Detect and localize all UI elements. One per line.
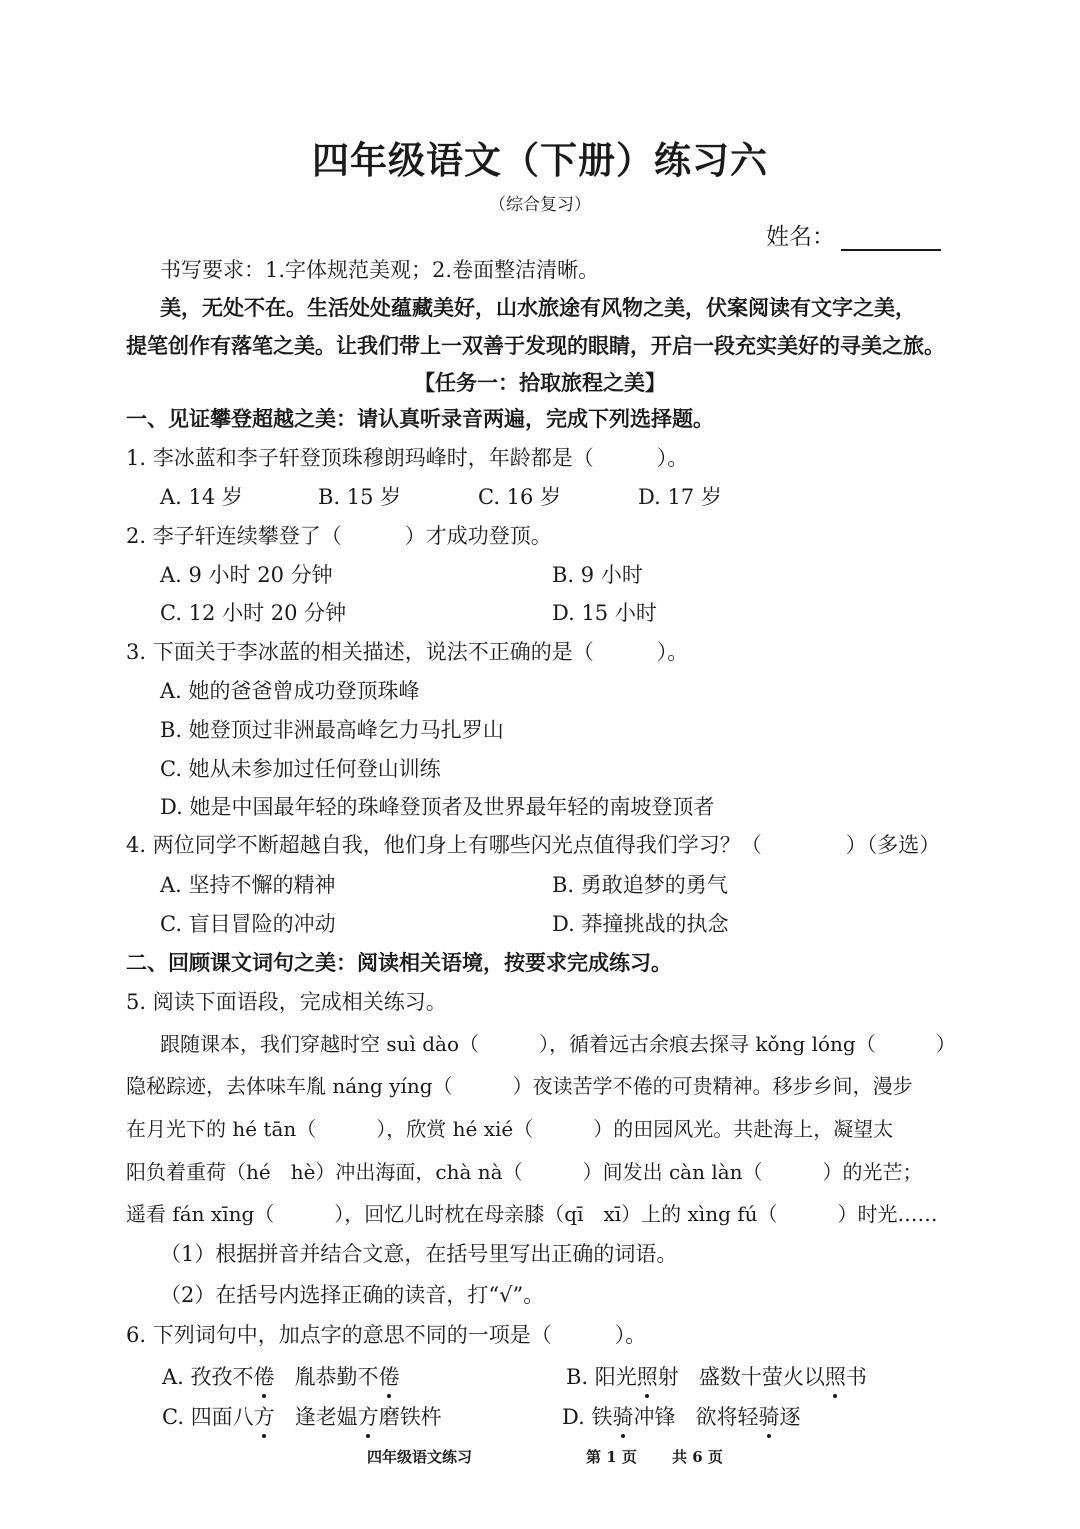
q1-option-a: A. 14 岁 (160, 485, 243, 509)
passage-line-1: 跟随课本，我们穿越时空 suì dào（ ），循着远古余痕去探寻 kǒng lóng（ ） (160, 1032, 956, 1056)
q6-option-a-label: A. (162, 1365, 184, 1389)
footer-total-pages: 共 6 页 (672, 1448, 723, 1466)
q6-b-word-1-suffix: 射 (657, 1365, 679, 1389)
footer-page-number: 第 1 页 (586, 1448, 637, 1466)
q6-d-word-1-prefix: 铁 (591, 1405, 613, 1429)
question-3-stem: 3. 下面关于李冰蓝的相关描述，说法不正确的是（ ）。 (126, 640, 689, 664)
q4-option-c: C. 盲目冒险的冲动 (160, 912, 336, 936)
q1-option-d: D. 17 岁 (638, 485, 722, 509)
q6-b-word-2-suffix: 书 (845, 1365, 867, 1389)
q6-d-word-2-prefix: 欲将轻 (695, 1405, 759, 1429)
passage-line-2: 隐秘踪迹，去体味车胤 náng yíng（ ）夜读苦学不倦的可贵精神。移步乡间，漫步 (126, 1074, 913, 1098)
q6-d-word-2-suffix: 逐 (779, 1405, 801, 1429)
q4-option-b: B. 勇敢追梦的勇气 (552, 873, 728, 897)
q6-option-b (566, 1362, 867, 1392)
q6-c-word-1-prefix: 四面八 (190, 1405, 254, 1429)
q6-option-c (162, 1402, 442, 1432)
page-subtitle: （综合复习） (489, 195, 591, 215)
q6-b-word-1-prefix: 阳光 (594, 1365, 637, 1389)
q6-c-word-1-dotted-char: 方 (254, 1402, 275, 1432)
task-one-title: 【任务一：拾取旅程之美】 (414, 370, 666, 395)
section-two-heading: 二、回顾课文词句之美：阅读相关语境，按要求完成练习。 (126, 950, 672, 975)
question-5-stem: 5. 阅读下面语段，完成相关练习。 (126, 990, 447, 1014)
q6-option-c-label: C. (162, 1405, 184, 1429)
name-label: 姓名： (766, 224, 835, 250)
q6-b-word-2-dotted-char: 照 (825, 1362, 846, 1392)
q3-option-b: B. 她登顶过非洲最高峰乞力马扎罗山 (160, 718, 504, 742)
q6-d-word-1-suffix: 冲锋 (633, 1405, 676, 1429)
passage-line-5: 遥看 fán xīng（ ），回忆儿时枕在母亲膝（qī xī）上的 xìng fú（ ）时光…… (126, 1202, 938, 1226)
q4-option-d: D. 莽撞挑战的执念 (552, 912, 729, 936)
q6-a-word-1-dotted-char: 倦 (254, 1362, 275, 1392)
q6-c-word-2-dotted-char: 方 (358, 1402, 379, 1432)
q3-option-d: D. 她是中国最年轻的珠峰登顶者及世界最年轻的南坡登顶者 (160, 795, 715, 819)
q6-a-word-1-prefix: 孜孜不 (190, 1365, 254, 1389)
q4-option-a: A. 坚持不懈的精神 (160, 873, 336, 897)
q6-d-word-1-dotted-char: 骑 (612, 1402, 633, 1432)
page-title: 四年级语文（下册）练习六 (312, 138, 768, 182)
q2-option-d: D. 15 小时 (552, 601, 657, 625)
q6-b-word-2-prefix: 盛数十萤火以 (698, 1365, 825, 1389)
question-2-stem: 2. 李子轩连续攀登了（ ）才成功登顶。 (126, 524, 552, 548)
q2-option-a: A. 9 小时 20 分钟 (160, 563, 333, 587)
footer-title: 四年级语文练习 (367, 1448, 473, 1466)
q6-c-word-2-suffix: 磨铁杵 (378, 1405, 442, 1429)
passage-line-4: 阳负着重荷（hé hè）冲出海面，chà nà（ ）间发出 càn làn（ ）的光芒； (126, 1160, 923, 1184)
q3-option-c: C. 她从未参加过任何登山训练 (160, 757, 441, 781)
q2-option-b: B. 9 小时 (552, 563, 643, 587)
q6-b-word-1-dotted-char: 照 (637, 1362, 658, 1392)
q2-option-c: C. 12 小时 20 分钟 (160, 601, 347, 625)
passage-line-3: 在月光下的 hé tān（ ），欣赏 hé xié（ ）的田园风光。共赴海上，凝望太 (126, 1117, 894, 1141)
q5-subquestion-1: （1）根据拼音并结合文意，在括号里写出正确的词语。 (160, 1242, 678, 1266)
section-one-heading: 一、见证攀登超越之美：请认真听录音两遍，完成下列选择题。 (126, 406, 714, 431)
name-field (766, 218, 941, 251)
name-blank-line (841, 229, 941, 251)
q6-a-word-2-dotted-char: 倦 (379, 1362, 400, 1392)
intro-line-2: 提笔创作有落笔之美。让我们带上一双善于发现的眼睛，开启一段充实美好的寻美之旅。 (126, 333, 945, 358)
q5-subquestion-2: （2）在括号内选择正确的读音，打“√”。 (160, 1283, 545, 1307)
intro-line-1: 美，无处不在。生活处处蕴藏美好，山水旅途有风物之美，伏案阅读有文字之美， (160, 295, 916, 320)
q6-option-b-label: B. (566, 1365, 589, 1389)
writing-requirement: 书写要求：1.字体规范美观；2.卷面整洁清晰。 (160, 258, 600, 282)
question-4-stem: 4. 两位同学不断超越自我，他们身上有哪些闪光点值得我们学习？（ ）（多选） (126, 833, 941, 857)
q1-option-b: B. 15 岁 (318, 485, 402, 509)
q6-d-word-2-dotted-char: 骑 (758, 1402, 779, 1432)
q6-option-d (562, 1402, 800, 1432)
q3-option-a: A. 她的爸爸曾成功登顶珠峰 (160, 679, 420, 703)
question-1-stem: 1. 李冰蓝和李子轩登顶珠穆朗玛峰时，年龄都是（ ）。 (126, 446, 689, 470)
q6-c-word-2-prefix: 逢老媪 (294, 1405, 358, 1429)
q1-option-c: C. 16 岁 (478, 485, 562, 509)
question-6-stem: 6. 下列词句中，加点字的意思不同的一项是（ ）。 (126, 1323, 647, 1347)
q6-option-d-label: D. (562, 1405, 585, 1429)
q6-a-word-2-prefix: 胤恭勤不 (294, 1365, 379, 1389)
q6-option-a (162, 1362, 400, 1392)
